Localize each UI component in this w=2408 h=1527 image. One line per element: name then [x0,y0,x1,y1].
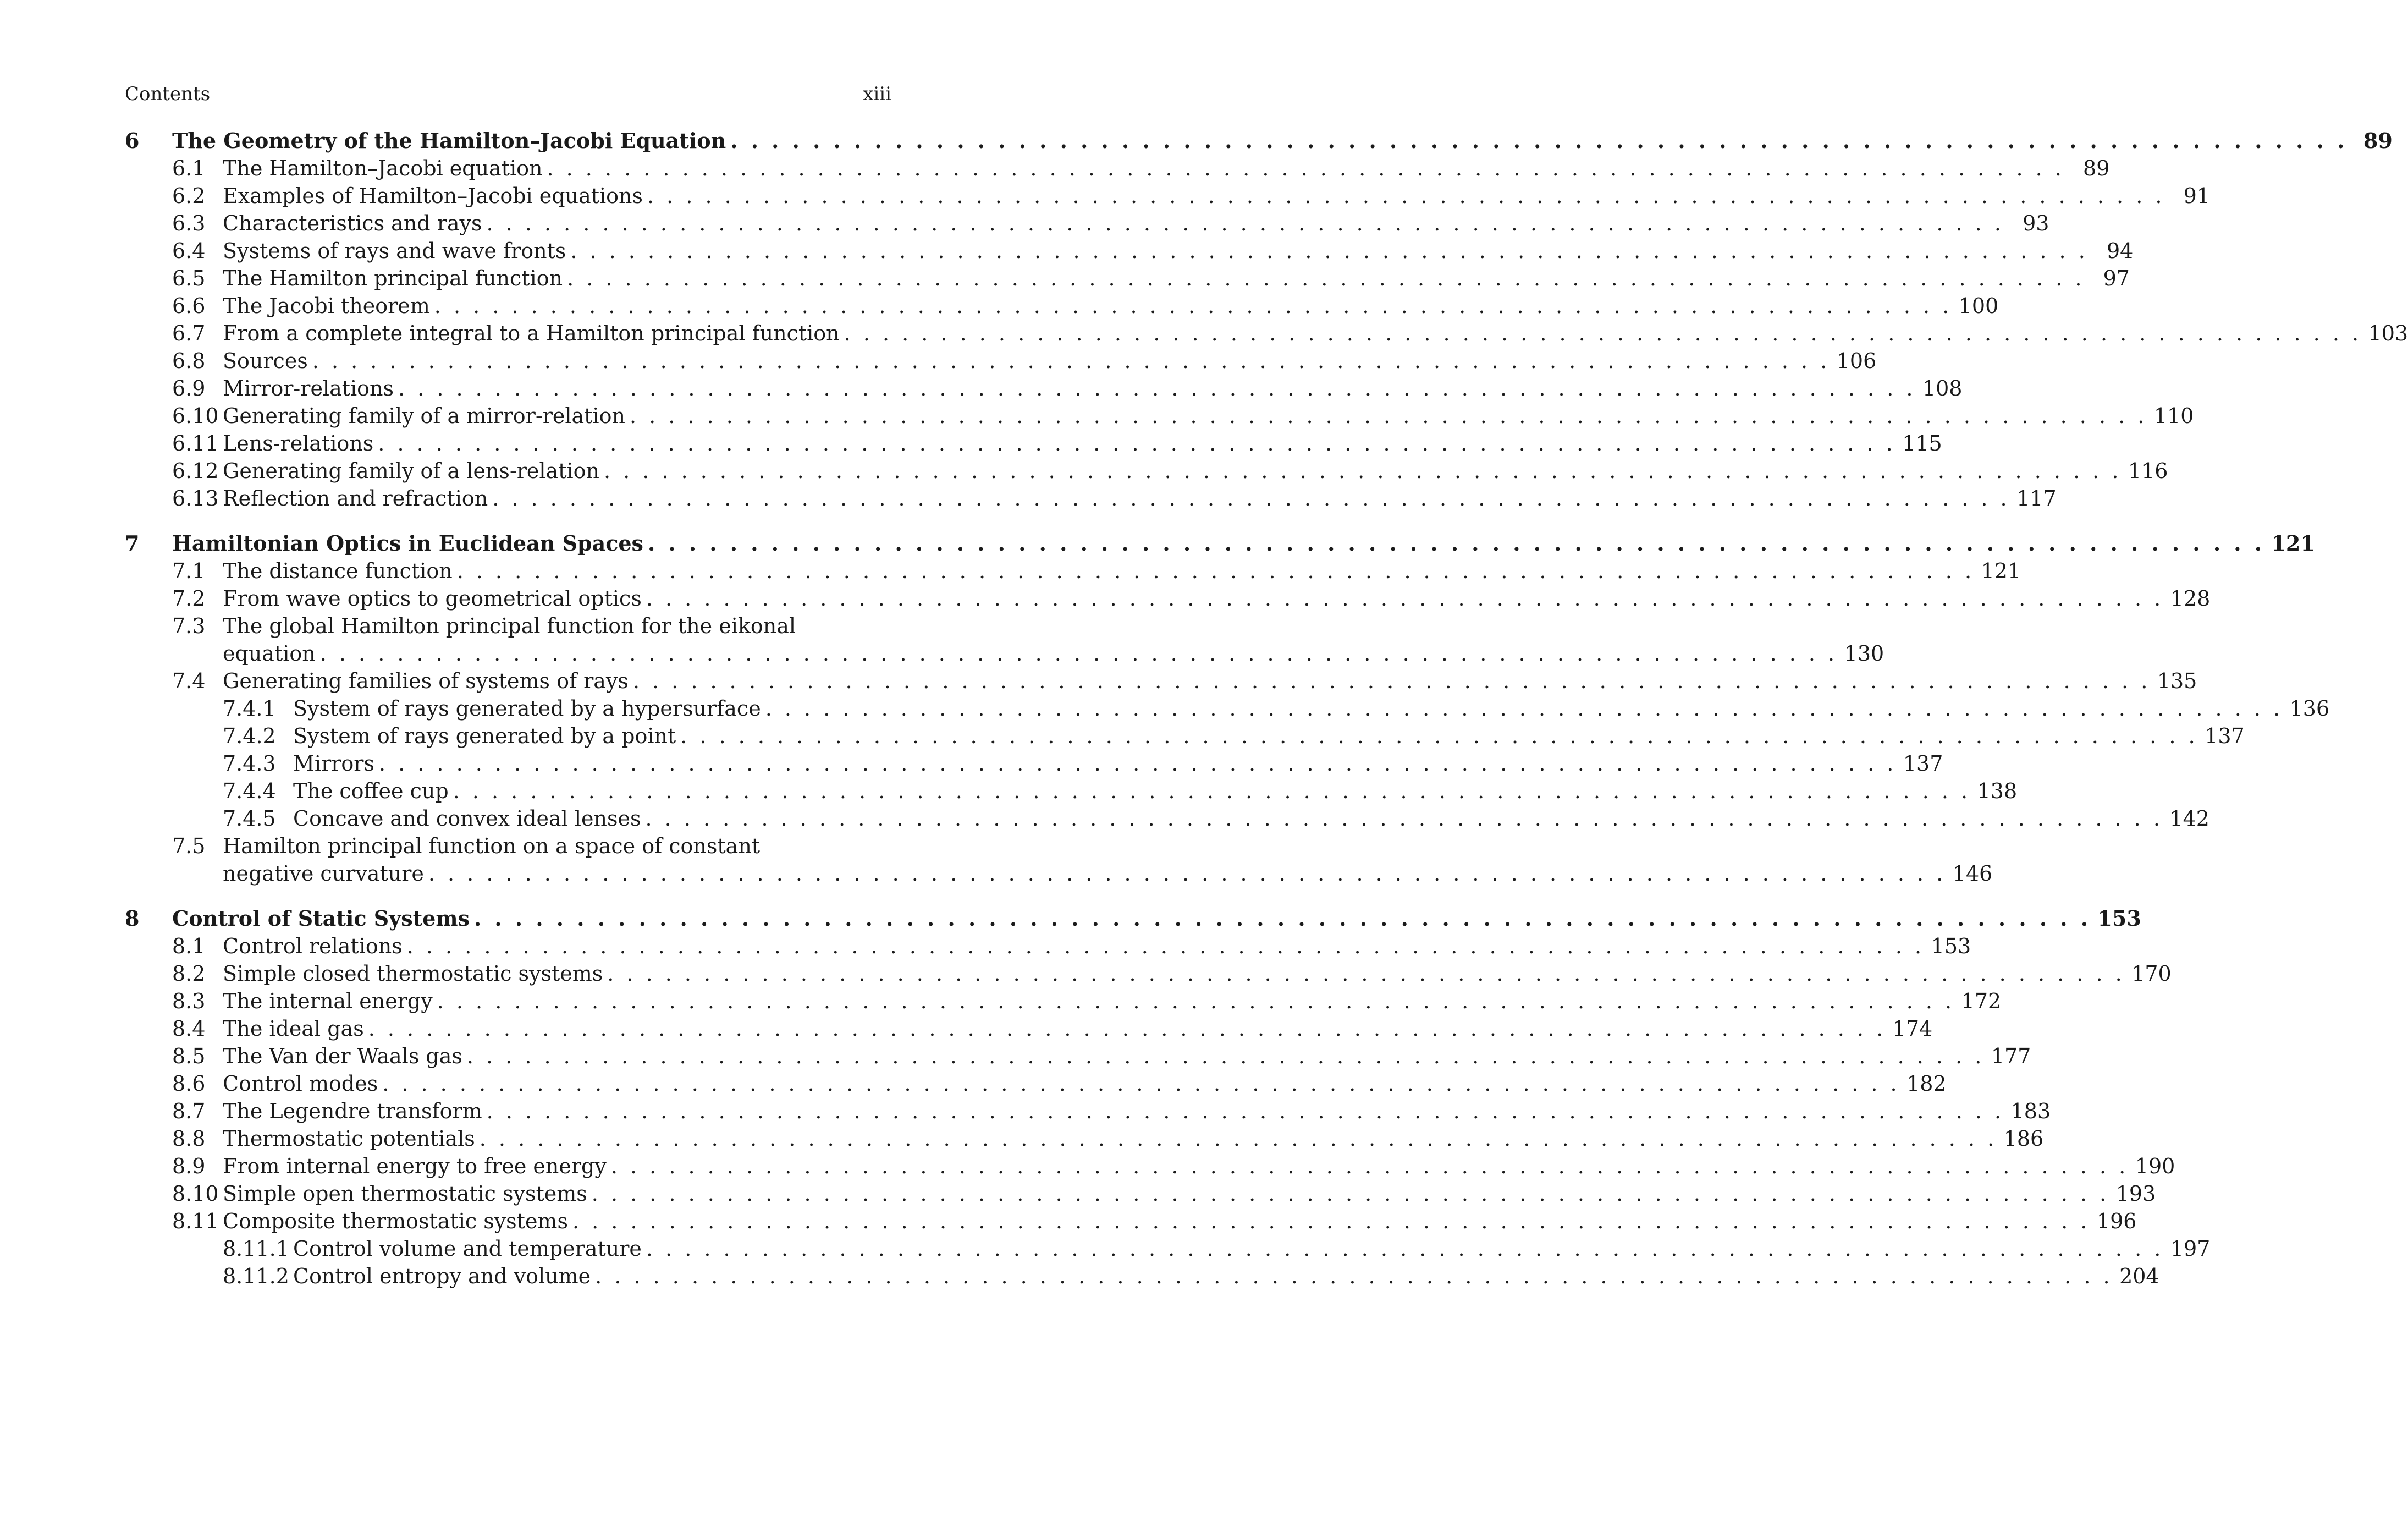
page-ref: 142 [2169,806,2209,831]
section-title: Generating families of systems of rays [223,669,629,693]
section-number: 6.13 [172,486,219,510]
subsection-title: Control entropy and volume [293,1264,591,1288]
leader-dots: . . . . . . . . . . . . . . . . . . . . . . . . . . . . . . . . . . . . . . . . . . . . . . . . . . . . . . . . . . . . . . . . . . . . . . . . . . . . . . . [595,1264,2113,1288]
page-ref: 89 [2083,156,2110,180]
leader-dots: . . . . . . . . . . . . . . . . . . . . . . . . . . . . . . . . . . . . . . . . . . . . . . . . . . . . . . . . . . . . . . . . . . . . . . . . . . . . . . . [603,459,2122,483]
page-ref: 193 [2115,1182,2156,1206]
section-number: 8.10 [172,1182,219,1206]
section-title: Simple closed thermostatic systems [223,962,603,986]
toc-chapter-7[interactable] [125,530,2315,557]
leader-dots: . . . . . . . . . . . . . . . . . . . . . . . . . . . . . . . . . . . . . . . . . . . . . . . . . . . . . . . . . . . . . . . . . . . . . . . . . . . . . . . [312,349,1830,373]
leader-dots: . . . . . . . . . . . . . . . . . . . . . . . . . . . . . . . . . . . . . . . . . . . . . . . . . . . . . . . . . . . . . . . . . . . . . . . . . . . . . . . [647,531,2265,556]
section-number: 6.6 [172,294,206,318]
chapter-number: 7 [125,531,140,556]
section-number: 6.7 [172,321,206,345]
leader-dots: . . . . . . . . . . . . . . . . . . . . . . . . . . . . . . . . . . . . . . . . . . . . . . . . . . . . . . . . . . . . . . . . . . . . . . . . . . . . . . . [398,376,1916,400]
page-ref: 117 [2016,486,2057,510]
toc-section[interactable] [125,1070,1947,1097]
section-number: 8.1 [172,934,206,958]
section-number: 6.10 [172,404,219,428]
leader-dots: . . . . . . . . . . . . . . . . . . . . . . . . . . . . . . . . . . . . . . . . . . . . . . . . . . . . . . . . . . . . . . . . . . . . . . . . . . . . . . . [567,266,2085,290]
toc-section-continuation[interactable] [125,860,1993,887]
page-ref: 108 [1922,376,1963,400]
chapter-number: 8 [125,906,140,931]
section-number: 6.1 [172,156,206,180]
page-ref: 170 [2131,962,2172,986]
section-title: From wave optics to geometrical optics [223,586,642,611]
page-ref: 153 [1931,934,1971,958]
page-ref: 197 [2170,1237,2211,1261]
chapter-gap [125,512,891,530]
toc-section[interactable] [125,585,2211,612]
toc-section[interactable] [125,832,891,860]
section-title: Composite thermostatic systems [223,1209,568,1233]
section-title: The Legendre transform [223,1099,482,1123]
subsection-number: 7.4.4 [223,779,276,803]
section-number: 6.5 [172,266,206,290]
section-title: Control modes [223,1072,378,1096]
subsection-title: Concave and convex ideal lenses [293,806,641,831]
leader-dots: . . . . . . . . . . . . . . . . . . . . . . . . . . . . . . . . . . . . . . . . . . . . . . . . . . . . . . . . . . . . . . . . . . . . . . . . . . . . . . . [570,239,2089,263]
chapter-gap [125,887,891,905]
page-ref: 137 [2205,724,2245,748]
section-number: 8.2 [172,962,206,986]
leader-dots: . . . . . . . . . . . . . . . . . . . . . . . . . . . . . . . . . . . . . . . . . . . . . . . . . . . . . . . . . . . . . . . . . . . . . . . . . . . . . . . [646,1237,2164,1261]
leader-dots: . . . . . . . . . . . . . . . . . . . . . . . . . . . . . . . . . . . . . . . . . . . . . . . . . . . . . . . . . . . . . . . . . . . . . . . . . . . . . . . [378,431,1896,455]
page-ref: 89 [2363,128,2393,153]
leader-dots: . . . . . . . . . . . . . . . . . . . . . . . . . . . . . . . . . . . . . . . . . . . . . . . . . . . . . . . . . . . . . . . . . . . . . . . . . . . . . . . [382,1072,1900,1096]
section-title: The Van der Waals gas [223,1044,462,1068]
section-title: The internal energy [223,989,433,1013]
section-number: 6.2 [172,184,206,208]
running-head [125,80,891,108]
subsection-number: 8.11.1 [223,1237,289,1261]
toc-section[interactable] [125,667,2197,695]
page-ref: 138 [1977,779,2018,803]
toc-subsection[interactable] [125,695,2330,722]
chapter-title: Hamiltonian Optics in Euclidean Spaces [172,531,643,556]
subsection-title: Control volume and temperature [293,1237,642,1261]
toc-subsection[interactable] [125,777,2018,805]
leader-dots: . . . . . . . . . . . . . . . . . . . . . . . . . . . . . . . . . . . . . . . . . . . . . . . . . . . . . . . . . . . . . . . . . . . . . . . . . . . . . . . [844,321,2362,345]
running-head-title: Contents [125,83,211,105]
section-title: Control relations [223,934,403,958]
toc-subsection[interactable] [125,1235,2211,1262]
leader-dots: . . . . . . . . . . . . . . . . . . . . . . . . . . . . . . . . . . . . . . . . . . . . . . . . . . . . . . . . . . . . . . . . . . . . . . . . . . . . . . . [453,779,1971,803]
section-number: 6.3 [172,211,206,235]
section-title: Simple open thermostatic systems [223,1182,587,1206]
section-title: From a complete integral to a Hamilton principal function [223,321,840,345]
section-number: 8.4 [172,1017,206,1041]
page-ref: 103 [2368,321,2408,345]
toc-section[interactable] [125,987,2002,1015]
page-ref: 100 [1958,294,1999,318]
section-title: Mirror-relations [223,376,394,400]
section-number: 8.3 [172,989,206,1013]
subsection-number: 7.4.1 [223,696,276,721]
section-title: Lens-relations [223,431,374,455]
toc-subsection[interactable] [125,805,2209,832]
toc-section[interactable] [125,430,1942,457]
toc-section[interactable] [125,612,891,640]
page-ref: 204 [2119,1264,2159,1288]
toc-section[interactable] [125,1125,2044,1152]
subsection-title: System of rays generated by a point [293,724,676,748]
leader-dots: . . . . . . . . . . . . . . . . . . . . . . . . . . . . . . . . . . . . . . . . . . . . . . . . . . . . . . . . . . . . . . . . . . . . . . . . . . . . . . . [572,1209,2090,1233]
toc-subsection[interactable] [125,750,1943,777]
toc-section[interactable] [125,1042,2031,1070]
subsection-number: 8.11.2 [223,1264,289,1288]
section-number: 8.6 [172,1072,206,1096]
chapter-title: The Geometry of the Hamilton–Jacobi Equation [172,128,726,153]
subsection-title: The coffee cup [293,779,449,803]
page-ref: 146 [1952,861,1993,886]
page-ref: 97 [2103,266,2130,290]
section-title: Examples of Hamilton–Jacobi equations [223,184,643,208]
leader-dots: . . . . . . . . . . . . . . . . . . . . . . . . . . . . . . . . . . . . . . . . . . . . . . . . . . . . . . . . . . . . . . . . . . . . . . . . . . . . . . . [406,934,1925,958]
section-number: 8.11 [172,1209,219,1233]
page-ref: 110 [2153,404,2194,428]
toc-chapter-6[interactable] [125,127,2393,155]
section-number: 6.11 [172,431,219,455]
leader-dots: . . . . . . . . . . . . . . . . . . . . . . . . . . . . . . . . . . . . . . . . . . . . . . . . . . . . . . . . . . . . . . . . . . . . . . . . . . . . . . . [629,404,2147,428]
leader-dots: . . . . . . . . . . . . . . . . . . . . . . . . . . . . . . . . . . . . . . . . . . . . . . . . . . . . . . . . . . . . . . . . . . . . . . . . . . . . . . . [647,184,2165,208]
toc-section[interactable] [125,1207,2137,1235]
toc-section[interactable] [125,182,2210,210]
page-ref: 116 [2128,459,2168,483]
chapter-number: 6 [125,128,140,153]
page-ref: 136 [2289,696,2330,721]
toc-section[interactable] [125,375,1963,402]
subsection-number: 7.4.2 [223,724,276,748]
leader-dots: . . . . . . . . . . . . . . . . . . . . . . . . . . . . . . . . . . . . . . . . . . . . . . . . . . . . . . . . . . . . . . . . . . . . . . . . . . . . . . . [730,128,2348,153]
toc-subsection[interactable] [125,1262,2159,1290]
page-ref: 115 [1902,431,1942,455]
section-number: 7.4 [172,669,206,693]
section-title: The global Hamilton principal function for the eikonal [223,614,796,638]
toc-subsection[interactable] [125,722,2245,750]
section-title: The distance function [223,559,453,583]
leader-dots: . . . . . . . . . . . . . . . . . . . . . . . . . . . . . . . . . . . . . . . . . . . . . . . . . . . . . . . . . . . . . . . . . . . . . . . . . . . . . . . [434,294,1952,318]
page-ref: 177 [1991,1044,2031,1068]
leader-dots: . . . . . . . . . . . . . . . . . . . . . . . . . . . . . . . . . . . . . . . . . . . . . . . . . . . . . . . . . . . . . . . . . . . . . . . . . . . . . . . [437,989,1955,1013]
section-number: 7.3 [172,614,206,638]
page-ref: 106 [1836,349,1877,373]
section-number: 7.2 [172,586,206,611]
leader-dots: . . . . . . . . . . . . . . . . . . . . . . . . . . . . . . . . . . . . . . . . . . . . . . . . . . . . . . . . . . . . . . . . . . . . . . . . . . . . . . . [591,1182,2109,1206]
leader-dots: . . . . . . . . . . . . . . . . . . . . . . . . . . . . . . . . . . . . . . . . . . . . . . . . . . . . . . . . . . . . . . . . . . . . . . . . . . . . . . . [607,962,2125,986]
page-ref: 94 [2106,239,2134,263]
section-number: 6.4 [172,239,206,263]
section-title: The ideal gas [223,1017,364,1041]
toc-section[interactable] [125,932,1971,960]
section-number: 6.8 [172,349,206,373]
leader-dots: . . . . . . . . . . . . . . . . . . . . . . . . . . . . . . . . . . . . . . . . . . . . . . . . . . . . . . . . . . . . . . . . . . . . . . . . . . . . . . . [492,486,2010,510]
leader-dots: . . . . . . . . . . . . . . . . . . . . . . . . . . . . . . . . . . . . . . . . . . . . . . . . . . . . . . . . . . . . . . . . . . . . . . . . . . . . . . . [765,696,2283,721]
toc-section[interactable] [125,237,2134,265]
leader-dots: . . . . . . . . . . . . . . . . . . . . . . . . . . . . . . . . . . . . . . . . . . . . . . . . . . . . . . . . . . . . . . . . . . . . . . . . . . . . . . . [319,641,1838,666]
page-ref: 91 [2183,184,2210,208]
section-title: Systems of rays and wave fronts [223,239,566,263]
subsection-title: System of rays generated by a hypersurface [293,696,761,721]
table-of-contents [125,127,2408,1290]
leader-dots: . . . . . . . . . . . . . . . . . . . . . . . . . . . . . . . . . . . . . . . . . . . . . . . . . . . . . . . . . . . . . . . . . . . . . . . . . . . . . . . [473,906,2091,931]
toc-chapter-8[interactable] [125,905,2141,932]
section-title: Hamilton principal function on a space of constant [223,834,761,858]
toc-section[interactable] [125,1180,2156,1207]
section-number: 6.9 [172,376,206,400]
chapter-title: Control of Static Systems [172,906,470,931]
section-title: From internal energy to free energy [223,1154,607,1178]
section-title: The Jacobi theorem [223,294,430,318]
toc-section[interactable] [125,960,2172,987]
page-ref: 130 [1844,641,1884,666]
page-ref: 186 [2003,1127,2044,1151]
page-ref: 135 [2157,669,2197,693]
page-ref: 128 [2170,586,2211,611]
leader-dots: . . . . . . . . . . . . . . . . . . . . . . . . . . . . . . . . . . . . . . . . . . . . . . . . . . . . . . . . . . . . . . . . . . . . . . . . . . . . . . . [378,751,1897,776]
page-ref: 183 [2010,1099,2051,1123]
section-title: Reflection and refraction [223,486,488,510]
toc-section[interactable] [125,1015,1933,1042]
leader-dots: . . . . . . . . . . . . . . . . . . . . . . . . . . . . . . . . . . . . . . . . . . . . . . . . . . . . . . . . . . . . . . . . . . . . . . . . . . . . . . . [632,669,2151,693]
toc-section[interactable] [125,292,1999,320]
toc-section[interactable] [125,457,2168,485]
section-title: Generating family of a mirror-relation [223,404,625,428]
leader-dots: . . . . . . . . . . . . . . . . . . . . . . . . . . . . . . . . . . . . . . . . . . . . . . . . . . . . . . . . . . . . . . . . . . . . . . . . . . . . . . . [645,806,2163,831]
section-number: 8.8 [172,1127,206,1151]
section-title: The Hamilton–Jacobi equation [223,156,543,180]
leader-dots: . . . . . . . . . . . . . . . . . . . . . . . . . . . . . . . . . . . . . . . . . . . . . . . . . . . . . . . . . . . . . . . . . . . . . . . . . . . . . . . [610,1154,2129,1178]
subsection-title: Mirrors [293,751,374,776]
leader-dots: . . . . . . . . . . . . . . . . . . . . . . . . . . . . . . . . . . . . . . . . . . . . . . . . . . . . . . . . . . . . . . . . . . . . . . . . . . . . . . . [646,586,2164,611]
section-number: 8.9 [172,1154,206,1178]
leader-dots: . . . . . . . . . . . . . . . . . . . . . . . . . . . . . . . . . . . . . . . . . . . . . . . . . . . . . . . . . . . . . . . . . . . . . . . . . . . . . . . [486,211,2004,235]
section-title-line-2: negative curvature [223,861,424,886]
section-title: Characteristics and rays [223,211,482,235]
section-number: 7.1 [172,559,206,583]
page-ref: 190 [2135,1154,2175,1178]
section-title-line-2: equation [223,641,316,666]
leader-dots: . . . . . . . . . . . . . . . . . . . . . . . . . . . . . . . . . . . . . . . . . . . . . . . . . . . . . . . . . . . . . . . . . . . . . . . . . . . . . . . [680,724,2198,748]
section-title: The Hamilton principal function [223,266,563,290]
leader-dots: . . . . . . . . . . . . . . . . . . . . . . . . . . . . . . . . . . . . . . . . . . . . . . . . . . . . . . . . . . . . . . . . . . . . . . . . . . . . . . . [486,1099,2004,1123]
toc-section[interactable] [125,210,2049,237]
page-ref: 121 [2271,531,2315,556]
page-ref: 121 [1981,559,2021,583]
toc-section[interactable] [125,1097,2051,1125]
leader-dots: . . . . . . . . . . . . . . . . . . . . . . . . . . . . . . . . . . . . . . . . . . . . . . . . . . . . . . . . . . . . . . . . . . . . . . . . . . . . . . . [466,1044,1985,1068]
page-number: xiii [863,83,891,105]
section-number: 8.5 [172,1044,206,1068]
page-ref: 182 [1906,1072,1947,1096]
section-number: 8.7 [172,1099,206,1123]
leader-dots: . . . . . . . . . . . . . . . . . . . . . . . . . . . . . . . . . . . . . . . . . . . . . . . . . . . . . . . . . . . . . . . . . . . . . . . . . . . . . . . [428,861,1946,886]
toc-section[interactable] [125,1152,2175,1180]
leader-dots: . . . . . . . . . . . . . . . . . . . . . . . . . . . . . . . . . . . . . . . . . . . . . . . . . . . . . . . . . . . . . . . . . . . . . . . . . . . . . . . [456,559,1975,583]
section-number: 6.12 [172,459,219,483]
section-title: Thermostatic potentials [223,1127,475,1151]
page-ref: 174 [1892,1017,1933,1041]
page-ref: 153 [2097,906,2141,931]
subsection-number: 7.4.3 [223,751,276,776]
section-title: Generating family of a lens-relation [223,459,599,483]
toc-section-continuation[interactable] [125,640,1884,667]
toc-section[interactable] [125,320,2408,347]
toc-section[interactable] [125,557,2021,585]
page-ref: 137 [1903,751,1943,776]
leader-dots: . . . . . . . . . . . . . . . . . . . . . . . . . . . . . . . . . . . . . . . . . . . . . . . . . . . . . . . . . . . . . . . . . . . . . . . . . . . . . . . [368,1017,1886,1041]
leader-dots: . . . . . . . . . . . . . . . . . . . . . . . . . . . . . . . . . . . . . . . . . . . . . . . . . . . . . . . . . . . . . . . . . . . . . . . . . . . . . . . [479,1127,1997,1151]
toc-section[interactable] [125,402,2194,430]
subsection-number: 7.4.5 [223,806,276,831]
section-number: 7.5 [172,834,206,858]
toc-section[interactable] [125,265,2130,292]
section-title: Sources [223,349,308,373]
toc-section[interactable] [125,155,2110,182]
toc-section[interactable] [125,347,1877,375]
page-ref: 172 [1961,989,2002,1013]
leader-dots: . . . . . . . . . . . . . . . . . . . . . . . . . . . . . . . . . . . . . . . . . . . . . . . . . . . . . . . . . . . . . . . . . . . . . . . . . . . . . . . [547,156,2065,180]
toc-section[interactable] [125,485,2057,512]
page-ref: 93 [2023,211,2049,235]
page-ref: 196 [2096,1209,2137,1233]
